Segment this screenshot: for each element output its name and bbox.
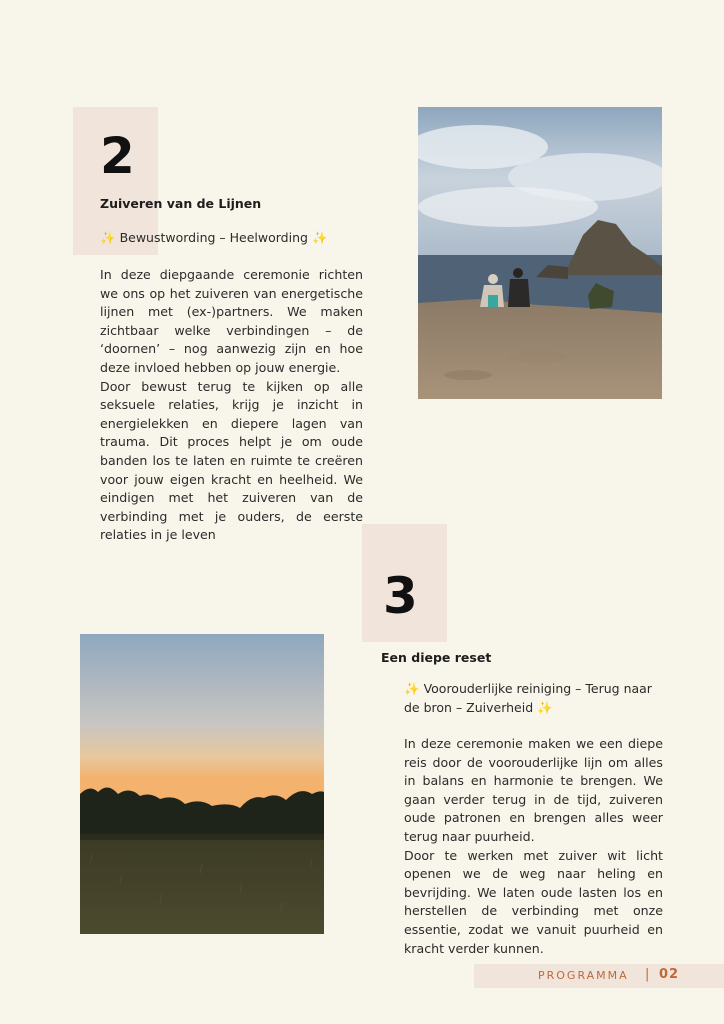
section2-number: 2 bbox=[100, 127, 135, 185]
sparkle-icon: ✨ bbox=[404, 681, 420, 696]
section3-tagline-row bbox=[404, 680, 666, 717]
sparkle-icon: ✨ bbox=[311, 230, 328, 245]
sunset-field-image bbox=[80, 634, 324, 934]
photo-coastal-rock bbox=[418, 107, 662, 399]
sparkle-icon: ✨ bbox=[100, 230, 116, 245]
section3-tagline: Voorouderlijke reiniging – Terug naar de bron – Zuiverheid bbox=[404, 681, 652, 715]
photo-sunset-field bbox=[80, 634, 324, 934]
page-number: 02 bbox=[659, 967, 680, 982]
section3-paragraph-1: In deze ceremonie maken we een diepe reis door de voorouderlijke lijn om alles in balans en harmonie te brengen. We gaan verder terug in de tijd, zuiveren oude patronen en brengen alles weer terug naar puurheid. bbox=[404, 736, 663, 844]
section3-heading: Een diepe reset bbox=[381, 650, 492, 665]
section2-tagline: Bewustwording – Heelwording bbox=[119, 230, 308, 245]
section2-paragraph-1: In deze diepgaande ceremonie richten we ons op het zuiveren van energetische lijnen met (ex-)partners. We maken zichtbaar welke verbindingen – de ‘doornen’ – nog aanwezig zijn en hoe deze invloed hebben op jouw energie. bbox=[100, 267, 363, 375]
section2-tagline-row bbox=[100, 229, 362, 248]
section3-body bbox=[404, 735, 663, 958]
coastal-rock-image bbox=[418, 107, 662, 399]
section2-paragraph-2: Door bewust terug te kijken op alle seksuele relaties, krijg je inzicht in energielekken en diepere lagen van trauma. Dit proces helpt je om oude banden los te laten en ruimte te creëren voor jouw eigen kracht en heelheid. We eindigen met het zuiveren van de verbinding met je ouders, de eerste relaties in je leven bbox=[100, 378, 363, 543]
footer-label: PROGRAMMA bbox=[538, 969, 629, 982]
sparkle-icon: ✨ bbox=[537, 699, 553, 715]
section3-paragraph-2: Door te werken met zuiver wit licht openen we de weg naar heling en bevrijding. We laten oude lasten los en herstellen de verbinding met onze essentie, zodat we vanuit puurheid en kracht verder kunnen. bbox=[404, 847, 663, 956]
footer-bar bbox=[474, 964, 724, 988]
section2-body bbox=[100, 266, 363, 545]
footer-separator: | bbox=[645, 967, 650, 982]
section3-number: 3 bbox=[383, 567, 418, 625]
section2-heading: Zuiveren van de Lijnen bbox=[100, 196, 262, 211]
